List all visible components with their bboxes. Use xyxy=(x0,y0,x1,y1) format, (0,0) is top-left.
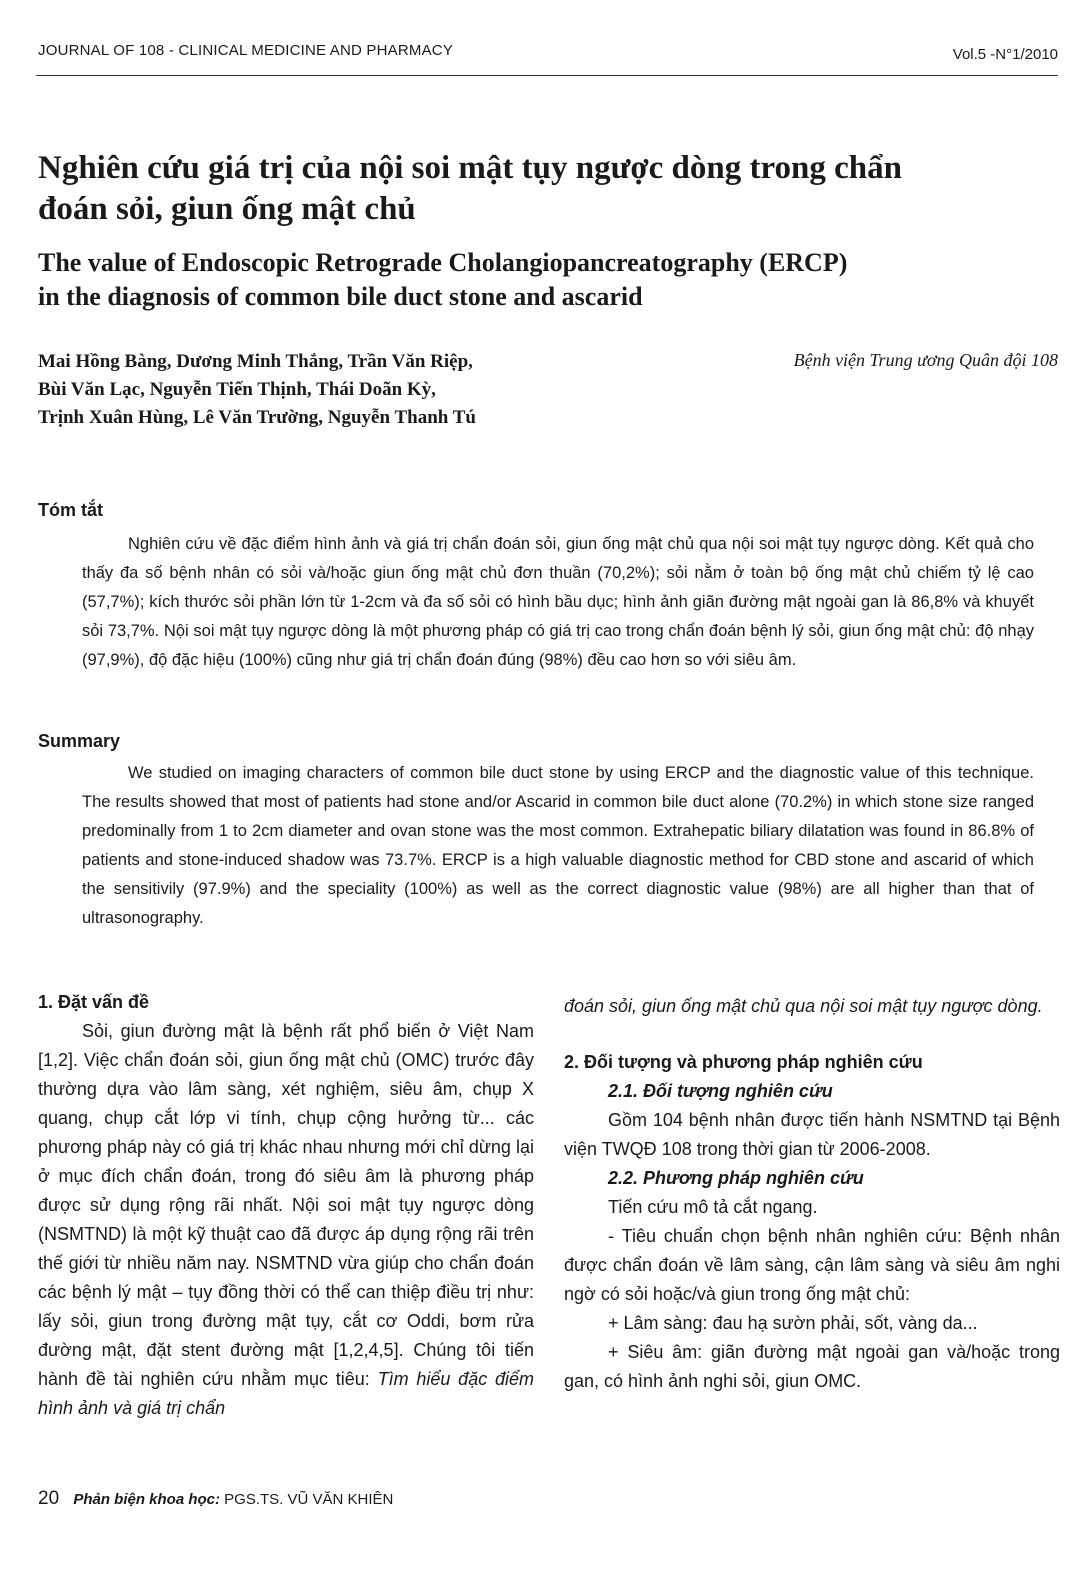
left-column xyxy=(38,988,534,1423)
page-footer xyxy=(38,1488,393,1510)
section-1-objective-start: Tìm hiểu đặc điểm hình ảnh và giá trị chẩn xyxy=(38,1369,535,1418)
reviewer-name: PGS.TS. VŨ VĂN KHIÊN xyxy=(224,1491,394,1508)
author-line: Bùi Văn Lạc, Nguyễn Tiến Thịnh, Thái Doãn Kỳ, xyxy=(38,379,436,400)
author-line: Mai Hồng Bàng, Dương Minh Thắng, Trần Văn Riệp, xyxy=(38,351,473,372)
title-en-line-2: in the diagnosis of common bile duct stone and ascarid xyxy=(38,282,643,311)
title-en-line-1: The value of Endoscopic Retrograde Cholangiopancreatography (ERCP) xyxy=(38,248,848,277)
section-1-heading: 1. Đặt vấn đề xyxy=(38,992,150,1012)
abstract-vi-heading: Tóm tắt xyxy=(38,500,103,520)
reviewer-label: Phản biện khoa học: xyxy=(73,1491,220,1508)
title-vi-line-1: Nghiên cứu giá trị của nội soi mật tụy ngược dòng trong chẩn xyxy=(38,150,903,186)
journal-name: JOURNAL OF 108 - CLINICAL MEDICINE AND PHARMACY xyxy=(38,42,454,59)
summary-text: We studied on imaging characters of common bile duct stone by using ERCP and the diagnostic value of this technique. The results showed that most of patients had stone and/or Ascarid in common bile duct alone (70.2%) in which stone size ranged predominally from 1 to 2cm diameter and ovan stone was the most common. Extrahepatic biliary dilatation was found in 86.8% of patients and stone-induced shadow was 73.7%. ERCP is a high valuable diagnostic method for CBD stone and ascarid of which the sensitivily (97.9%) and the speciality (100%) as well as the correct diagnostic value (98%) are all higher than that of ultrasonography. xyxy=(82,764,1034,927)
section-2-2-heading: 2.2. Phương pháp nghiên cứu xyxy=(608,1168,864,1188)
section-2-1-text: Gồm 104 bệnh nhân được tiến hành NSMTND tại Bệnh viện TWQĐ 108 trong thời gian từ 2006-2008. xyxy=(564,1110,1060,1159)
page-number: 20 xyxy=(38,1488,60,1509)
author-line: Trịnh Xuân Hùng, Lê Văn Trường, Nguyễn Thanh Tú xyxy=(38,407,476,428)
criteria-clinical: + Lâm sàng: đau hạ sườn phải, sốt, vàng da... xyxy=(608,1313,978,1333)
selection-criteria: - Tiêu chuẩn chọn bệnh nhân nghiên cứu: Bệnh nhân được chẩn đoán về lâm sàng, cận lâm sàng và siêu âm nghi ngờ có sỏi hoặc/và giun trong ống mật chủ: xyxy=(564,1226,1060,1304)
title-vi-line-2: đoán sỏi, giun ống mật chủ xyxy=(38,191,416,227)
header-divider xyxy=(36,75,1058,76)
abstract-vi-text: Nghiên cứu về đặc điểm hình ảnh và giá trị chẩn đoán sỏi, giun ống mật chủ qua nội soi mật tụy ngược dòng. Kết quả cho thấy đa số bệnh nhân có sỏi và/hoặc giun ống mật chủ đơn thuần (70,2%); sỏi nằm ở toàn bộ ống mật chủ chiếm tỷ lệ cao (57,7%); kích thước sỏi phần lớn từ 1-2cm và đa số sỏi có hình bầu dục; hình ảnh giãn đường mật ngoài gan là 86,8% và khuyết sỏi 73,7%. Nội soi mật tụy ngược dòng là một phương pháp có giá trị cao trong chẩn đoán bệnh lý sỏi, giun ống mật chủ: độ nhạy (97,9%), độ đặc hiệu (100%) cũng như giá trị chẩn đoán đúng (98%) đều cao hơn so với siêu âm. xyxy=(82,535,1034,669)
title-english xyxy=(38,246,1068,314)
section-1-paragraph xyxy=(38,1017,534,1423)
section-2-2-text: Tiến cứu mô tả cắt ngang. xyxy=(608,1197,818,1217)
section-1-text: Sỏi, giun đường mật là bệnh rất phổ biến ở Việt Nam [1,2]. Việc chẩn đoán sỏi, giun ống mật chủ (OMC) trước đây thường dựa vào lâm sàng, xét nghiệm, siêu âm, chụp X quang, chụp cắt lớp vi tính, chụp cộng hưởng từ... các phương pháp này có giá trị khác nhau nhưng mới chỉ dừng lại ở mục đích chẩn đoán, trong đó siêu âm là phương pháp được sử dụng rộng rãi nhất. Nội soi mật tụy ngược dòng (NSMTND) là một kỹ thuật cao đã được áp dụng rộng rãi trên thế giới từ nhiều năm nay. NSMTND vừa giúp cho chẩn đoán các bệnh lý mật – tụy đồng thời có thể can thiệp điều trị như: lấy sỏi, giun trong đường mật tụy, cắt cơ Oddi, bơm rửa đường mật, đặt stent đường mật [1,2,4,5]. Chúng tôi tiến hành đề tài nghiên cứu nhằm mục tiêu: xyxy=(38,1021,534,1389)
criteria-ultrasound: + Siêu âm: giãn đường mật ngoài gan và/hoặc trong gan, có hình ảnh nghi sỏi, giun OMC. xyxy=(564,1342,1060,1391)
affiliation: Bệnh viện Trung ương Quân đội 108 xyxy=(793,350,1058,370)
right-column xyxy=(564,992,1060,1396)
volume-issue: Vol.5 -N°1/2010 xyxy=(952,46,1058,63)
section-2-1-heading: 2.1. Đối tượng nghiên cứu xyxy=(608,1081,833,1101)
summary-heading: Summary xyxy=(38,731,121,751)
summary-body xyxy=(82,759,1034,933)
section-1-objective-end: đoán sỏi, giun ống mật chủ qua nội soi mật tụy ngược dòng. xyxy=(564,996,1043,1016)
author-list xyxy=(38,348,658,432)
title-vietnamese xyxy=(38,148,1068,230)
section-2-heading: 2. Đối tượng và phương pháp nghiên cứu xyxy=(564,1052,923,1072)
abstract-vi-body xyxy=(82,530,1034,675)
